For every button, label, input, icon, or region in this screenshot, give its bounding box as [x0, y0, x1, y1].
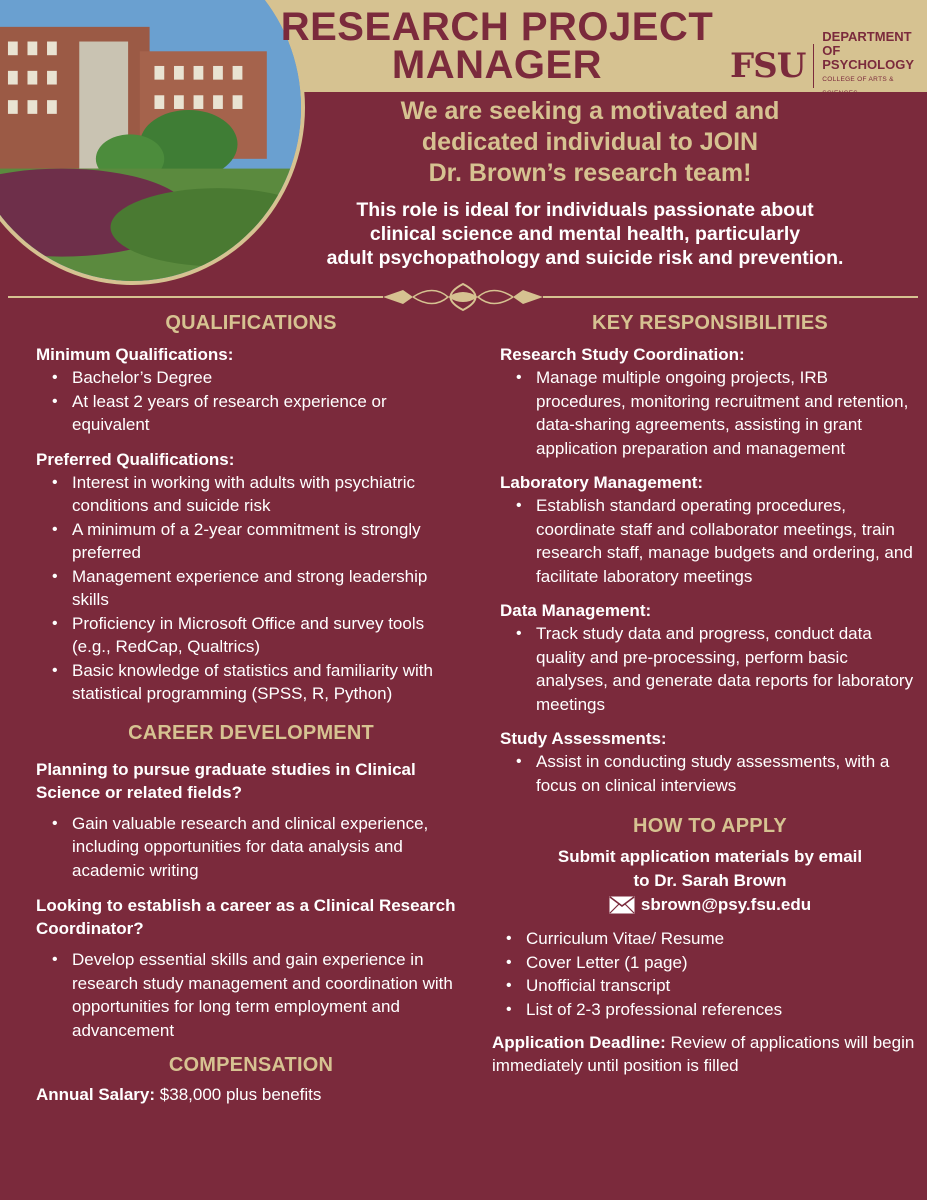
apply-instructions: [500, 845, 920, 893]
intro-line-1: This role is ideal for individuals passionate about: [356, 199, 814, 221]
logo-text: [822, 30, 927, 101]
salary-line: [36, 1084, 466, 1106]
application-deadline: [492, 1031, 920, 1077]
key-responsibilities-title: KEY RESPONSIBILITIES: [592, 312, 828, 334]
title-line-1: RESEARCH PROJECT: [280, 5, 714, 49]
list-item: • Develop essential skills and gain experience in research study management and coordination with opportunities for long term employment and advancement: [36, 948, 466, 1042]
career-development-title: CAREER DEVELOPMENT: [128, 721, 374, 744]
salary-value: $38,000 plus benefits: [159, 1085, 322, 1104]
compensation-title: COMPENSATION: [168, 1054, 334, 1076]
apply-line-1: Submit application materials by email: [557, 847, 863, 866]
preferred-qualifications-list: [36, 471, 466, 706]
career-list-2: [36, 948, 466, 1042]
career-list-1: [36, 812, 466, 883]
right-column: [492, 310, 920, 1077]
intro-line-2: clinical science and mental health, particularly: [369, 223, 801, 245]
list-item: • List of 2-3 professional references: [490, 998, 920, 1022]
list-item: • Bachelor’s Degree: [36, 366, 466, 390]
logo-mark: FSU: [730, 45, 806, 86]
responsibility-group-label: Data Management:: [500, 601, 652, 620]
lead-line-2: dedicated individual to JOIN: [421, 128, 759, 156]
logo-dept-line1: DEPARTMENT: [822, 29, 912, 44]
list-item: • Track study data and progress, conduct data quality and pre-processing, perform basic analyses, and generate data reports for laboratory meetings: [500, 622, 920, 716]
intro-line-3: adult psychopathology and suicide risk and prevention.: [326, 247, 844, 269]
left-column: [36, 310, 466, 1106]
responsibility-list: [500, 494, 920, 588]
intro-text: [240, 198, 927, 270]
career-question-1: Planning to pursue graduate studies in Clinical Science or related fields?: [36, 759, 416, 802]
list-item: • Unofficial transcript: [490, 974, 920, 998]
list-item: • Basic knowledge of statistics and familiarity with statistical programming (SPSS, R, Python): [36, 659, 466, 706]
list-item: • Curriculum Vitae/ Resume: [490, 927, 920, 951]
deadline-text: Review of applications will begin immediately until position is filled: [492, 1033, 915, 1075]
title-line-2: MANAGER: [391, 43, 603, 87]
list-item: • Proficiency in Microsoft Office and survey tools (e.g., RedCap, Qualtrics): [36, 612, 466, 659]
email-link[interactable]: sbrown@psy.fsu.edu: [640, 895, 812, 914]
apply-line-2: to Dr. Sarah Brown: [633, 871, 787, 890]
list-item: • At least 2 years of research experience or equivalent: [36, 390, 466, 437]
logo-separator: [813, 44, 814, 88]
ornament-divider: [8, 282, 918, 312]
list-item: • Manage multiple ongoing projects, IRB procedures, monitoring recruitment and retention, data-sharing agreements, assisting in grant application preparation and management: [500, 366, 920, 460]
list-item: • Gain valuable research and clinical experience, including opportunities for data analysis and academic writing: [36, 812, 466, 883]
minimum-qualifications-list: [36, 366, 466, 437]
responsibility-list: [500, 622, 920, 716]
lead-heading: [300, 96, 880, 189]
page-title: [262, 5, 732, 87]
responsibility-group-label: Research Study Coordination:: [500, 345, 745, 364]
salary-label: Annual Salary:: [36, 1085, 156, 1104]
logo-dept-line2: OF PSYCHOLOGY: [822, 43, 915, 72]
lead-line-3: Dr. Brown’s research team!: [428, 159, 752, 187]
list-item: • Assist in conducting study assessments, with a focus on clinical interviews: [500, 750, 920, 797]
list-item: • Management experience and strong leadership skills: [36, 565, 466, 612]
list-item: • A minimum of a 2-year commitment is strongly preferred: [36, 518, 466, 565]
minimum-qualifications-label: Minimum Qualifications:: [36, 345, 234, 364]
list-item: • Cover Letter (1 page): [490, 951, 920, 975]
responsibility-list: [500, 750, 920, 797]
list-item: • Establish standard operating procedures, coordinate staff and collaborator meetings, train research staff, manage budgets and ordering, and facilitate laboratory meetings: [500, 494, 920, 588]
responsibility-list: [500, 366, 920, 460]
email-row: [500, 893, 920, 917]
responsibility-group-label: Study Assessments:: [500, 729, 667, 748]
lead-line-1: We are seeking a motivated and: [400, 97, 780, 125]
responsibility-group-label: Laboratory Management:: [500, 473, 704, 492]
qualifications-title: QUALIFICATIONS: [165, 312, 337, 334]
logo-college: COLLEGE OF ARTS & SCIENCES: [822, 76, 894, 97]
career-question-2: Looking to establish a career as a Clinical Research Coordinator?: [36, 896, 456, 938]
fsu-logo: [730, 30, 927, 101]
application-materials-list: [490, 927, 920, 1021]
list-item: • Interest in working with adults with psychiatric conditions and suicide risk: [36, 471, 466, 518]
how-to-apply-title: HOW TO APPLY: [633, 815, 787, 837]
preferred-qualifications-label: Preferred Qualifications:: [36, 449, 235, 469]
envelope-icon: [609, 896, 635, 914]
deadline-label: Application Deadline:: [492, 1033, 666, 1052]
